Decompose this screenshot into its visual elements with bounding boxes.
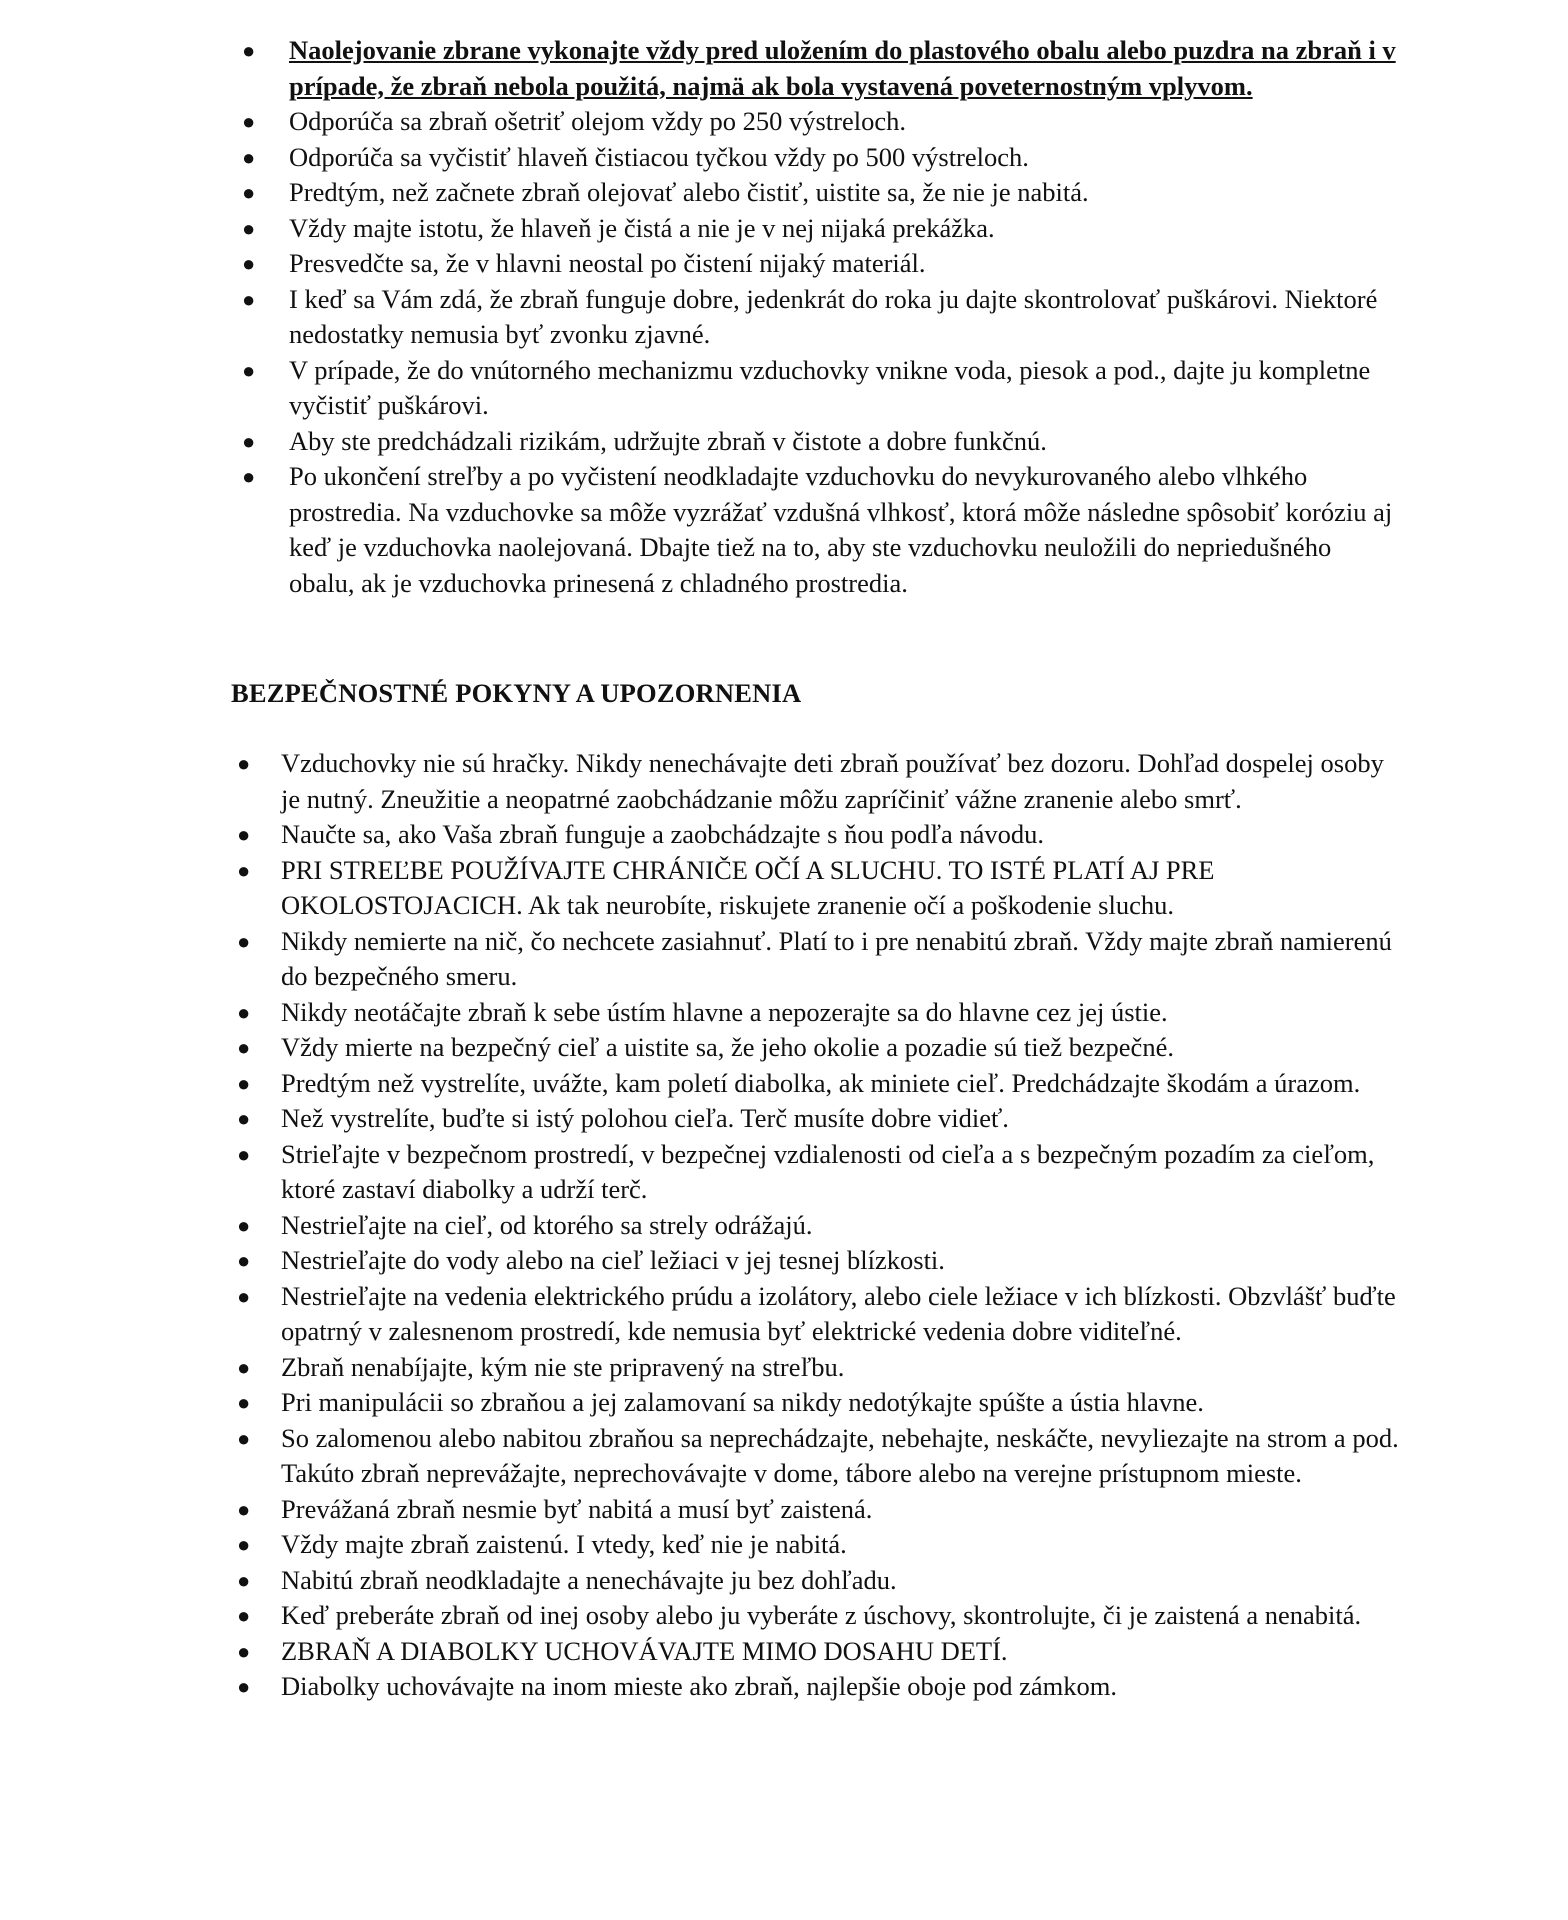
bullet-icon: ● (237, 1425, 251, 1451)
list-item (242, 33, 1399, 104)
list-item-text: Naolejovanie zbrane vykonajte vždy pred uložením do plastového obalu alebo puzdra na zbraň i v prípade, že zbraň nebola použitá, najmä ak bola vystavená poveternostným vplyvom. (289, 35, 1396, 101)
list-item-text: PRI STREĽBE POUŽÍVAJTE CHRÁNIČE OČÍ A SLUCHU. TO ISTÉ PLATÍ AJ PRE OKOLOSTOJACICH. Ak tak neurobíte, riskujete zranenie očí a poškodenie sluchu. (281, 854, 1215, 920)
list-item (237, 1492, 1406, 1528)
list-item-text: Nestrieľajte na cieľ, od ktorého sa strely odrážajú. (281, 1209, 813, 1240)
bullet-icon: ● (237, 1141, 251, 1167)
section-title: BEZPEČNOSTNÉ POKYNY A UPOZORNENIA (231, 678, 802, 708)
bullet-icon: ● (237, 1674, 251, 1699)
bullet-icon: ● (237, 1354, 251, 1380)
list-item-text: So zalomenou alebo nabitou zbraňou sa neprechádzajte, nebehajte, neskáčte, nevyliezajte na strom a pod. Takúto zbraň neprevážajte, neprechovávajte v dome, tábore alebo na verejne prístupnom mieste. (281, 1422, 1399, 1488)
bullet-icon: ● (237, 1212, 251, 1238)
list-item (237, 1634, 1406, 1670)
bullet-icon: ● (242, 464, 256, 489)
list-item (242, 459, 1399, 601)
list-item (242, 353, 1399, 424)
bullet-icon: ● (237, 1603, 251, 1628)
list-item (237, 1243, 1406, 1279)
list-item-text: Nikdy neotáčajte zbraň k sebe ústím hlavne a nepozerajte sa do hlavne cez jej ústie. (281, 996, 1168, 1027)
list-item-text: Vždy majte istotu, že hlaveň je čistá a nie je v nej nijaká prekážka. (289, 212, 995, 243)
list-item-text: Odporúča sa vyčistiť hlaveň čistiacou tyčkou vždy po 500 výstreloch. (289, 141, 1029, 172)
list-item (242, 211, 1399, 247)
list-item-text: Predtým, než začnete zbraň olejovať alebo čistiť, uistite sa, že nie je nabitá. (289, 177, 1089, 207)
list-item (237, 1598, 1406, 1634)
bullet-icon: ● (237, 857, 251, 883)
list-item-text: Pri manipulácii so zbraňou a jej zalamovaní sa nikdy nedotýkajte spúšte a ústia hlavne. (281, 1387, 1204, 1417)
list-item-text: Presvedčte sa, že v hlavni neostal po čistení nijaký materiál. (289, 248, 926, 278)
list-item (237, 853, 1406, 924)
bullet-icon: ● (237, 1496, 251, 1522)
bullet-icon: ● (237, 1567, 251, 1593)
list-item (237, 1066, 1406, 1102)
bullet-icon: ● (237, 822, 251, 847)
bullet-icon: ● (242, 144, 256, 170)
bullet-icon: ● (242, 428, 256, 454)
bullet-icon: ● (237, 1390, 251, 1415)
bullet-icon: ● (237, 1070, 251, 1096)
list-item-text: Nabitú zbraň neodkladajte a nenechávajte ju bez dohľadu. (281, 1564, 897, 1595)
list-item (237, 1279, 1406, 1350)
bullet-icon: ● (237, 1248, 251, 1273)
safety-list (237, 746, 1406, 1705)
list-item-text: Vždy mierte na bezpečný cieľ a uistite sa, že jeho okolie a pozadie sú tiež bezpečné. (281, 1032, 1174, 1062)
list-item-text: Predtým než vystrelíte, uvážte, kam poletí diabolka, ak miniete cieľ. Predchádzajte škodám a úrazom. (281, 1067, 1361, 1098)
bullet-icon: ● (242, 180, 256, 205)
bullet-icon: ● (237, 1106, 251, 1131)
bullet-icon: ● (242, 251, 256, 276)
bullet-icon: ● (242, 286, 256, 312)
list-item-text: Nikdy nemierte na nič, čo nechcete zasiahnuť. Platí to i pre nenabitú zbraň. Vždy majte zbraň namierenú do bezpečného smeru. (281, 925, 1392, 991)
list-item-text: V prípade, že do vnútorného mechanizmu vzduchovky vnikne voda, piesok a pod., dajte ju kompletne vyčistiť puškárovi. (289, 354, 1371, 420)
bullet-icon: ● (242, 215, 256, 241)
list-item-text: Naučte sa, ako Vaša zbraň funguje a zaobchádzajte s ňou podľa návodu. (281, 819, 1045, 849)
bullet-icon: ● (237, 999, 251, 1025)
list-item-text: Než vystrelíte, buďte si istý polohou cieľa. Terč musíte dobre vidieť. (281, 1103, 1009, 1133)
list-item (237, 1563, 1406, 1599)
list-item (237, 746, 1406, 817)
list-item (242, 175, 1399, 211)
list-item (237, 1030, 1406, 1066)
list-item-text: Odporúča sa zbraň ošetriť olejom vždy po 250 výstreloch. (289, 106, 906, 136)
list-item-text: Prevážaná zbraň nesmie byť nabitá a musí byť zaistená. (281, 1493, 873, 1524)
bullet-icon: ● (237, 928, 251, 954)
list-item-text: Nestrieľajte do vody alebo na cieľ ležiaci v jej tesnej blízkosti. (281, 1245, 945, 1275)
list-item-text: Aby ste predchádzali rizikám, udržujte zbraň v čistote a dobre funkčnú. (289, 425, 1047, 456)
list-item (237, 1350, 1406, 1386)
list-item (242, 140, 1399, 176)
bullet-icon: ● (237, 1035, 251, 1060)
list-item-text: ZBRAŇ A DIABOLKY UCHOVÁVAJTE MIMO DOSAHU DETÍ. (281, 1635, 1008, 1666)
bullet-icon: ● (237, 1283, 251, 1309)
list-item (242, 282, 1399, 353)
bullet-icon: ● (237, 1638, 251, 1664)
maintenance-list (242, 33, 1399, 601)
list-item (242, 104, 1399, 140)
list-item (242, 246, 1399, 282)
bullet-icon: ● (242, 357, 256, 383)
list-item (237, 1669, 1406, 1705)
bullet-icon: ● (237, 1532, 251, 1557)
list-item (237, 995, 1406, 1031)
list-item (237, 1208, 1406, 1244)
list-item-text: Po ukončení streľby a po vyčistení neodkladajte vzduchovku do nevykurovaného alebo vlhkého prostredia. Na vzduchovke sa môže vyzrážať vzdušná vlhkosť, ktorá môže následne spôsobiť koróziu aj keď je vzduchovka naolejovaná. Dbajte tiež na to, aby ste vzduchovku neuložili do nepriedušného obalu, ak je vzduchovka prinesená z chladného prostredia. (289, 461, 1393, 598)
bullet-icon: ● (242, 38, 256, 63)
list-item-text: Nestrieľajte na vedenia elektrického prúdu a izolátory, alebo ciele ležiace v ich blízkosti. Obzvlášť buďte opatrný v zalesnenom prostredí, kde nemusia byť elektrické vedenia dobre viditeľné. (281, 1280, 1396, 1346)
list-item-text: Vždy majte zbraň zaistenú. I vtedy, keď nie je nabitá. (281, 1529, 847, 1559)
list-item (237, 817, 1406, 853)
list-item (237, 1421, 1406, 1492)
list-item (237, 924, 1406, 995)
list-item (237, 1101, 1406, 1137)
bullet-icon: ● (237, 751, 251, 776)
list-item-text: Zbraň nenabíjajte, kým nie ste pripravený na streľbu. (281, 1351, 845, 1382)
list-item (237, 1527, 1406, 1563)
list-item-text: Vzduchovky nie sú hračky. Nikdy nenechávajte deti zbraň používať bez dozoru. Dohľad dospelej osoby je nutný. Zneužitie a neopatrné zaobchádzanie môžu zapríčiniť vážne zranenie alebo smrť. (281, 748, 1384, 814)
list-item-text: Keď preberáte zbraň od inej osoby alebo ju vyberáte z úschovy, skontrolujte, či je zaistená a nenabitá. (281, 1600, 1362, 1630)
list-item (242, 424, 1399, 460)
list-item (237, 1137, 1406, 1208)
list-item (237, 1385, 1406, 1421)
list-item-text: I keď sa Vám zdá, že zbraň funguje dobre, jedenkrát do roka ju dajte skontrolovať puškárovi. Niektoré nedostatky nemusia byť zvonku zjavné. (289, 283, 1378, 349)
bullet-icon: ● (242, 109, 256, 134)
list-item-text: Diabolky uchovávajte na inom mieste ako zbraň, najlepšie oboje pod zámkom. (281, 1671, 1117, 1701)
list-item-text: Strieľajte v bezpečnom prostredí, v bezpečnej vzdialenosti od cieľa a s bezpečným pozadím za cieľom, ktoré zastaví diabolky a udrží terč. (281, 1138, 1375, 1204)
